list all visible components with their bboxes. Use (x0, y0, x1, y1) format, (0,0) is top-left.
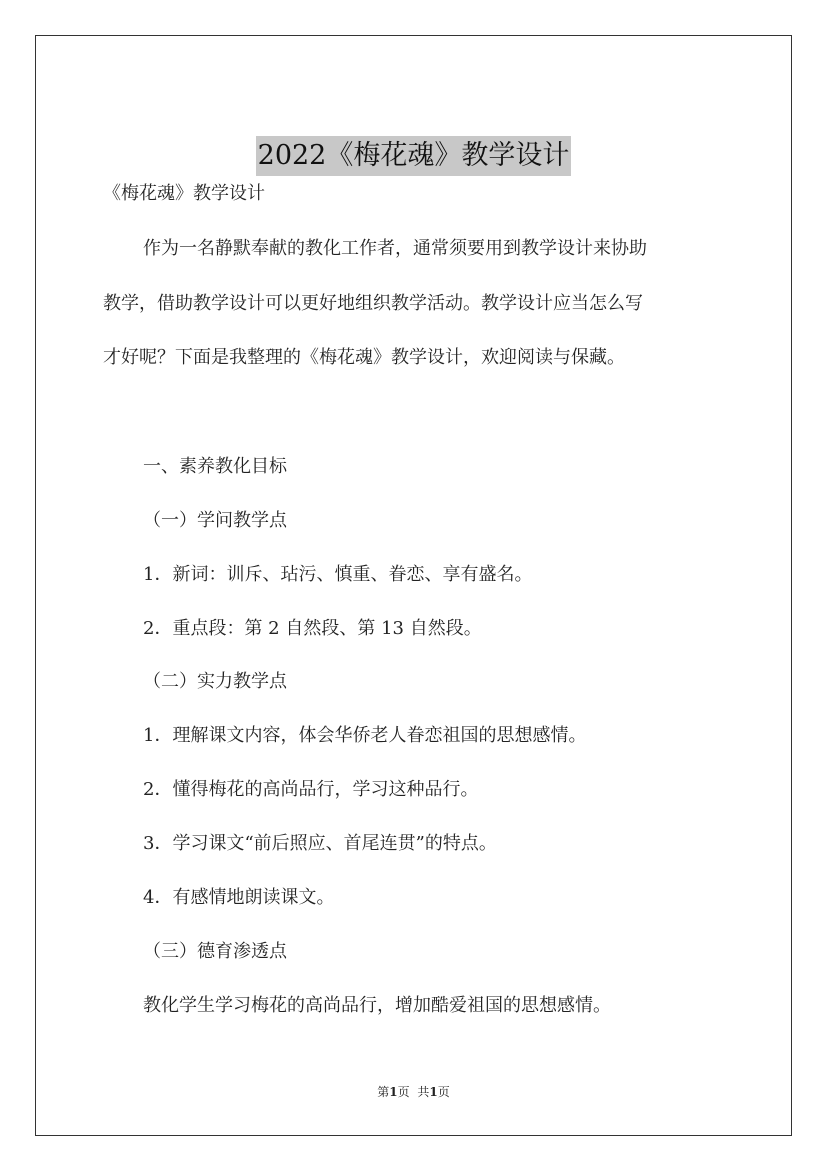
intro-line-2: 教学，借助教学设计可以更好地组织教学活动。教学设计应当怎么写 (103, 293, 643, 314)
page-label-suffix: 页 (397, 1085, 410, 1099)
moral-heading: （三）德育渗透点 (143, 941, 287, 962)
knowledge-item-1: 1．新词：训斥、玷污、慎重、眷恋、享有盛名。 (143, 564, 533, 585)
ability-heading: （二）实力教学点 (143, 671, 287, 692)
ability-item-3: 3．学习课文“前后照应、首尾连贯”的特点。 (143, 833, 497, 854)
moral-text: 教化学生学习梅花的高尚品行，增加酷爱祖国的思想感情。 (143, 995, 611, 1016)
page-total: 1 (429, 1085, 438, 1099)
document-title: 2022《梅花魂》教学设计 (256, 136, 572, 176)
knowledge-heading: （一）学问教学点 (143, 510, 287, 531)
ability-item-4: 4．有感情地朗读课文。 (143, 887, 335, 908)
total-label-suffix: 页 (437, 1085, 450, 1099)
intro-line-3: 才好呢？下面是我整理的《梅花魂》教学设计，欢迎阅读与保藏。 (103, 347, 625, 368)
total-label-prefix: 共 (417, 1085, 430, 1099)
page-label-prefix: 第 (377, 1085, 390, 1099)
intro-line-1: 作为一名静默奉献的教化工作者，通常须要用到教学设计来协助 (143, 238, 647, 259)
knowledge-item-2: 2．重点段：第 2 自然段、第 13 自然段。 (143, 618, 482, 639)
document-page (35, 35, 792, 1136)
ability-item-2: 2．懂得梅花的高尚品行，学习这种品行。 (143, 779, 479, 800)
subtitle: 《梅花魂》教学设计 (103, 183, 265, 204)
ability-item-1: 1．理解课文内容，体会华侨老人眷恋祖国的思想感情。 (143, 725, 587, 746)
page-current: 1 (389, 1085, 398, 1099)
page-footer (36, 1084, 791, 1100)
title-wrap (36, 136, 791, 176)
section1-heading: 一、素养教化目标 (143, 456, 287, 477)
